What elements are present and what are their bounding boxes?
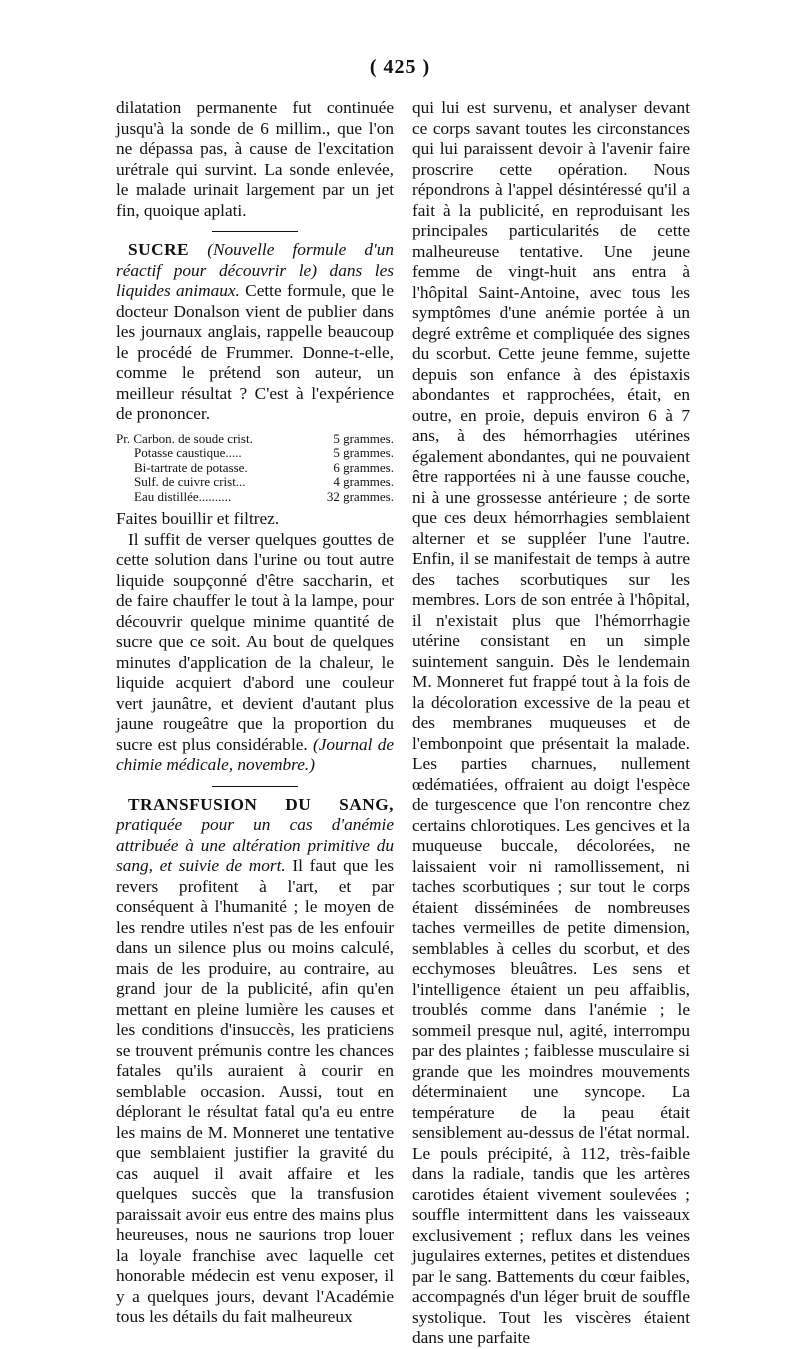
sucre-text: Cette formule, que le docteur Donalson vient de publier dans les journaux anglais, rappelle beaucoup le procédé de Frummer. Donne-t-elle, comme le prétend son auteur, un meilleur résultat ? C'est à l'expérience de prononcer. (116, 281, 394, 423)
recipe-instruction: Faites bouillir et filtrez. (116, 509, 280, 528)
recipe-name: Carbon. de soude crist. (133, 430, 253, 446)
recipe-name: Sulf. de cuivre crist... (134, 474, 246, 489)
recipe-qty: 4 grammes. (333, 474, 394, 489)
recipe-row (116, 446, 394, 461)
section-divider (212, 786, 298, 787)
recipe-name: Potasse caustique..... (134, 445, 242, 460)
transfusion-continuation: qui lui est survenu, et analyser devant ce corps savant toutes les circonstances qui lui paraissent devoir à l'avenir faire proscrire cette opération. Nous répondrons à l'appel désintéressé qu'il a fait à la publicité, en reproduisant les principales particularités de cette malheureuse tentative. Une jeune femme de vingt-huit ans entra à l'hôpital Saint-Antoine, avec tous les symptômes d'une anémie portée à un degré extrême et compliquée des signes du scorbut. Cette jeune femme, sujette depuis son enfance à des épistaxis abondantes et rapprochées, était, en outre, en proie, depuis environ 6 à 7 ans, à des hémorrhagies utérines également abondantes, qui ne pouvaient être rapportées ni à une fausse couche, ni à une grossesse antérieure ; de sorte que ces deux hémorrhagies semblaient alterner et se suppléer l'une l'autre. Enfin, il se manifestait de temps à autre des taches scorbutiques sur les membres. Lors de son entrée à l'hôpital, il n'existait plus que l'hémorrhagie utérine consistant en un simple suintement sanguin. Dès le lendemain M. Monneret fut frappé tout à la fois de la décoloration excessive de la peau et des membranes muqueuses et de l'embonpoint que présentait la malade. Les parties charnues, nullement œdématiées, offraient au doigt l'espèce de turgescence que l'on rencontre chez certains chlorotiques. Les gencives et la muqueuse buccale, décolorées, ne laissaient voir ni ramollissement, ni taches scorbutiques ; sur tout le corps étaient disséminées de nombreuses taches vermeilles de petite dimension, semblables à celles du scorbut, et des ecchymoses bleuâtres. Les sens et l'intelligence étaient un peu affaiblis, troublés comme dans l'anémie ; le sommeil presque nul, agité, interrompu par des plaintes ; faiblesse musculaire si grande que les moindres mouvements déterminaient une syncope. La température de la peau était sensiblement au-dessus de l'état normal. Le pouls précipité, à 112, très-faible dans la radiale, tandis que les artères carotides étaient vivement soulevées ; souffle intermittent dans les vaisseaux exclusivement ; reflux dans les veines jugulaires externes, petites et distendues par le sang. Battements du cœur faibles, accompagnés d'un léger bruit de souffle systolique. Tout les viscères étaient dans une parfaite (412, 98, 690, 1347)
section-divider (212, 231, 298, 232)
transfusion-subtitle: pratiquée pour un cas d'anémie attribuée à une altération primitive du sang, et suivie de mort. (116, 815, 394, 875)
recipe-row (116, 475, 394, 490)
transfusion-heading: TRANSFUSION DU SANG, (128, 794, 394, 814)
recipe-qty: 32 grammes. (326, 488, 394, 504)
sucre-heading: SUCRE (128, 240, 190, 259)
recipe-qty: 5 grammes. (333, 430, 394, 446)
page-number: ( 425 ) (369, 56, 431, 78)
recipe-list (116, 432, 394, 505)
recipe-qty: 5 grammes. (333, 445, 394, 460)
recipe-name: Bi-tartrate de potasse. (134, 459, 248, 475)
recipe-row (116, 490, 394, 505)
recipe-row (116, 432, 394, 447)
recipe-name: Eau distillée.......... (134, 488, 232, 504)
recipe-prefix: Pr. (116, 430, 131, 446)
sucre-usage (116, 530, 394, 776)
sucre-source: (Journal de chimie médicale, novembre.) (116, 734, 395, 774)
paragraph-continuation: dilatation permanente fut continuée jusqu'à la sonde de 6 millim., que l'on ne dépassa pas, à cause de l'excitation urétrale qui survint. La sonde enlevée, le malade urinait largement par un jet fin, quoique aplati. (116, 98, 394, 220)
recipe-qty: 6 grammes. (333, 459, 394, 475)
transfusion-article (116, 795, 394, 1328)
sucre-article (116, 240, 394, 425)
left-column (116, 98, 394, 1328)
right-column (412, 98, 690, 1349)
sucre-subtitle: (Nouvelle formule d'un réactif pour découvrir le) dans les liquides animaux. (116, 240, 394, 300)
recipe-row (116, 461, 394, 476)
transfusion-text: Il faut que les revers profitent à l'art, et par conséquent à l'humanité ; le moyen de les rendre utiles n'est pas de les enfouir dans un silence plus ou moins calculé, mais de les produire, au contraire, au grand jour de la publicité, afin qu'en mettant en pleine lumière les causes et les conditions d'insuccès, les praticiens se trouvent prémunis contre les chances fatales qu'ils auraient à courir en semblable occasion. Aussi, tout en déplorant le résultat fatal qu'a eu entre les mains de M. Monneret une tentative que semblaient justifier la gravité du cas auquel il avait affaire et les quelques succès que la transfusion paraissait avoir eus entre des mains plus heureuses, nous ne saurions trop louer la loyale franchise avec laquelle cet honorable médecin est venu exposer, il y a quelques jours, devant l'Académie tous les détails du fait malheureux (116, 856, 394, 1326)
sucre-usage-text: Il suffit de verser quelques gouttes de cette solution dans l'urine ou tout autre liquide soupçonné d'être saccharin, et de faire chauffer le tout à la lampe, pour découvrir quelque minime quantité de sucre que ce soit. Au bout de quelques minutes d'application de la chaleur, le liquide acquiert d'abord une couleur vert jaunâtre, et devient d'autant plus jaune rougeâtre que la proportion du sucre est plus considérable. (116, 529, 394, 754)
